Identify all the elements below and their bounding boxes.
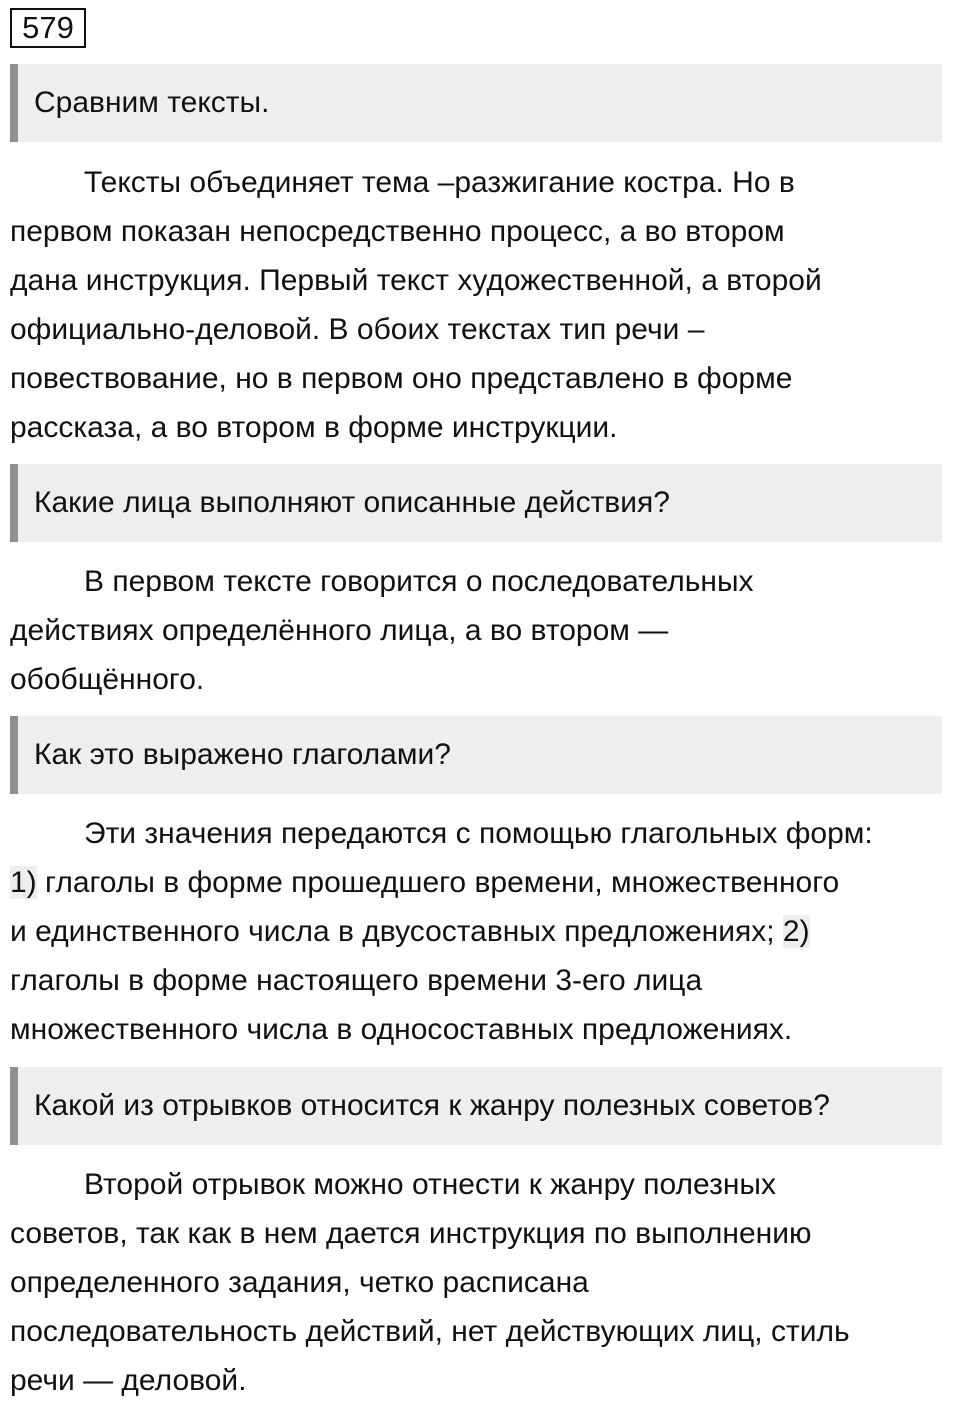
- answer-3-line: [10, 858, 950, 907]
- answer-4-line: последовательность действий, нет действующих лиц, стиль: [10, 1315, 850, 1348]
- question-2: Какие лица выполняют описанные действия?: [10, 464, 942, 542]
- question-1: Сравним тексты.: [10, 64, 942, 142]
- answer-3-line: Эти значения передаются с помощью глагольных форм:: [84, 817, 873, 850]
- answer-1-line: Тексты объединяет тема –разжигание костра. Но в: [84, 166, 795, 199]
- answer-1-line: повествование, но в первом оно представлено в форме: [10, 362, 793, 395]
- question-4: Какой из отрывков относится к жанру полезных советов?: [10, 1067, 942, 1145]
- list-marker: 2): [782, 915, 810, 948]
- answer-1: [10, 158, 950, 452]
- answer-3-line: [10, 907, 950, 956]
- question-3: Как это выражено глаголами?: [10, 716, 942, 794]
- answer-1-line: официально-деловой. В обоих текстах тип речи –: [10, 313, 705, 346]
- answer-2-line: В первом тексте говорится о последовательных: [84, 565, 754, 598]
- answer-3-line-text: глаголы в форме прошедшего времени, множественного: [45, 866, 840, 899]
- answer-1-line: первом показан непосредственно процесс, а во втором: [10, 215, 785, 248]
- answer-3-line-text: и единственного числа в двусоставных предложениях;: [10, 915, 775, 948]
- answer-4: [10, 1160, 950, 1405]
- answer-1-line: дана инструкция. Первый текст художественной, а второй: [10, 264, 822, 297]
- answer-3-line: множественного числа в односоставных предложениях.: [10, 1013, 793, 1046]
- answer-2: [10, 557, 950, 704]
- answer-1-line: рассказа, а во втором в форме инструкции.: [10, 411, 618, 444]
- task-number: 579: [10, 8, 86, 48]
- answer-2-line: обобщённого.: [10, 663, 205, 696]
- answer-3: [10, 809, 950, 1054]
- answer-4-line: советов, так как в нем дается инструкция по выполнению: [10, 1217, 812, 1250]
- answer-4-line: речи — деловой.: [10, 1364, 247, 1397]
- answer-2-line: действиях определённого лица, а во втором —: [10, 614, 669, 647]
- answer-3-line: глаголы в форме настоящего времени 3-его лица: [10, 964, 703, 997]
- answer-4-line: определенного задания, четко расписана: [10, 1266, 589, 1299]
- list-marker: 1): [10, 866, 37, 899]
- answer-4-line: Второй отрывок можно отнести к жанру полезных: [84, 1168, 776, 1201]
